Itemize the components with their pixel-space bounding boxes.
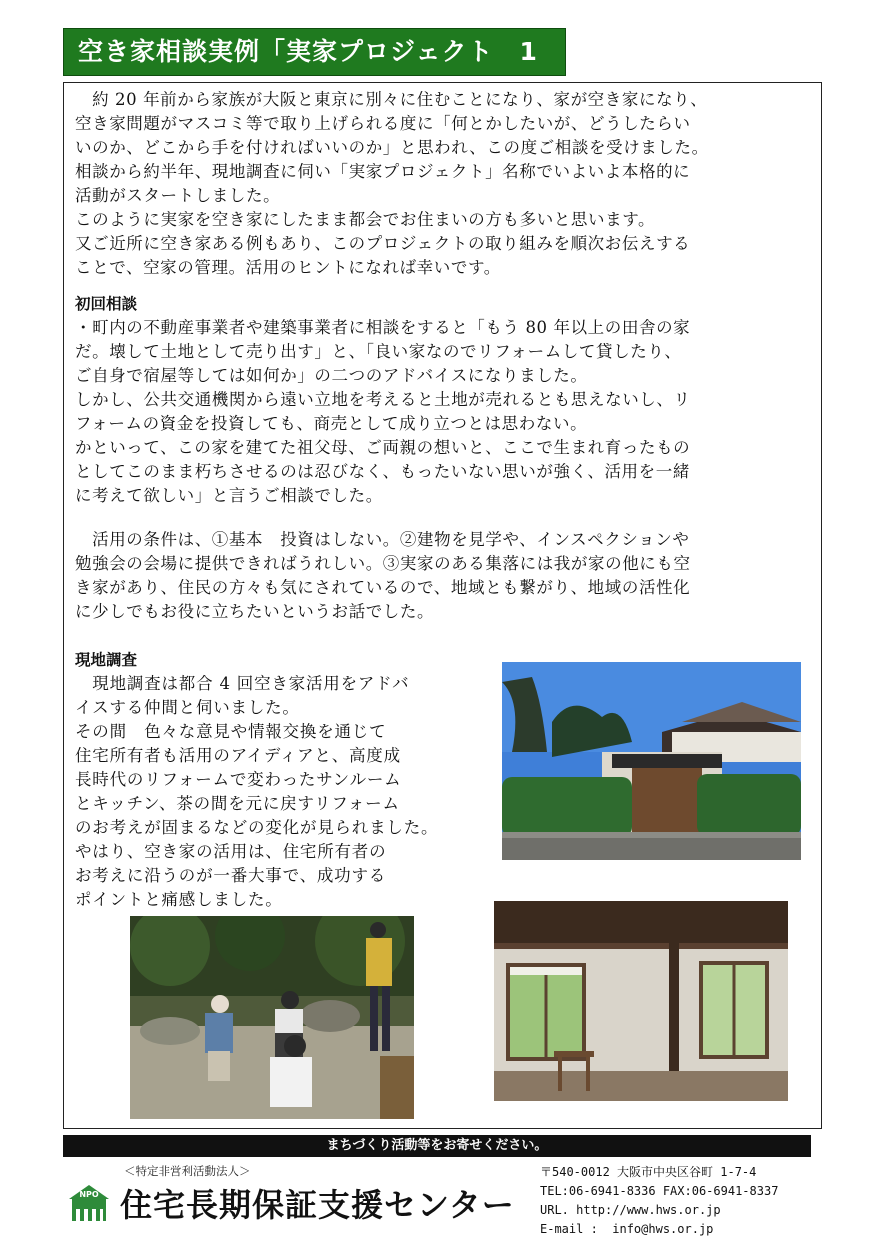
interior-room-photo (494, 901, 788, 1101)
contact-info: 〒540-0012 大阪市中央区谷町 1-7-4 TEL:06-6941-8336 FAX:06-6941-8337 URL. http://www.hws.or.jp E-mail : info@hws.or.jp (540, 1165, 779, 1236)
section-heading-site-survey: 現地調査 (75, 651, 138, 669)
house-gate-photo (502, 662, 801, 860)
conditions-paragraph: 活用の条件は、①基本 投資はしない。②建物を見学や、インスペクションや 勉強会の会場に提供できればうれしい。③実家のある集落には我が家の他にも空 き家があり、住民の方々も気にされているので、地域とも繋がり、地域の活性化 に少しでもお役に立ちたいというお話でした。 (75, 530, 691, 621)
npo-house-logo-icon (67, 1183, 111, 1223)
site-survey-text: 現地調査は都合 4 回空き家活用をアドバ イスする仲間と伺いました。 その間 色々な意見や情報交換を通じて 住宅所有者も活用のアイディアと、高度成 長時代のリフォームで変わったサンルーム とキッチン、茶の間を元に戻すリフォーム のお考えが固まるなどの変化が見られました。 やはり、空き家の活用は、住宅所有者の お考えに沿うのが一番大事で、成功する ポイントと痛感しました。 (75, 674, 439, 909)
org-type-label: ＜特定非営利活動法人＞ (124, 1164, 251, 1178)
garden-survey-photo (130, 916, 414, 1119)
logo-text: NPO (79, 1190, 99, 1199)
section-heading-initial-consultation: 初回相談 (75, 295, 138, 313)
footer-banner: まちづくり活動等をお寄せください。 (63, 1135, 811, 1157)
page-title: 空き家相談実例「実家プロジェクト 1 (63, 28, 566, 76)
initial-consultation-text: ・町内の不動産事業者や建築事業者に相談をすると「もう 80 年以上の田舎の家 だ。壊して土地として売り出す」と、「良い家なのでリフォームして貸したり、 ご自身で宿屋等しては如何か」の二つのアドバイスになりました。 しかし、公共交通機関から遠い立地を考えると土地が売れるとも思えないし、リ フォームの資金を投資しても、商売として成り立つとは思わない。 かといって、この家を建てた祖父母、ご両親の想いと、ここで生まれ育ったもの としてこのまま朽ちさせるのは忍びなく、もったいない思いが強く、活用を一緒 に考えて欲しい」と言うご相談でした。 (75, 318, 691, 505)
org-name: 住宅長期保証支援センター (120, 1186, 515, 1224)
intro-paragraph: 約 20 年前から家族が大阪と東京に別々に住むことになり、家が空き家になり、 空き家問題がマスコミ等で取り上げられる度に「何とかしたいが、どうしたらい いのか、どこから手を付ければいいのか」と思われ、この度ご相談を受けました。 相談から約半年、現地調査に伺い「実家プロジェクト」名称でいよいよ本格的に 活動がスタートしました。 このように実家を空き家にしたまま都会でお住まいの方も多いと思います。 又ご近所に空き家ある例もあり、このプロジェクトの取り組みを順次お伝えする ことで、空家の管理。活用のヒントになれば幸いです。 (75, 90, 709, 277)
